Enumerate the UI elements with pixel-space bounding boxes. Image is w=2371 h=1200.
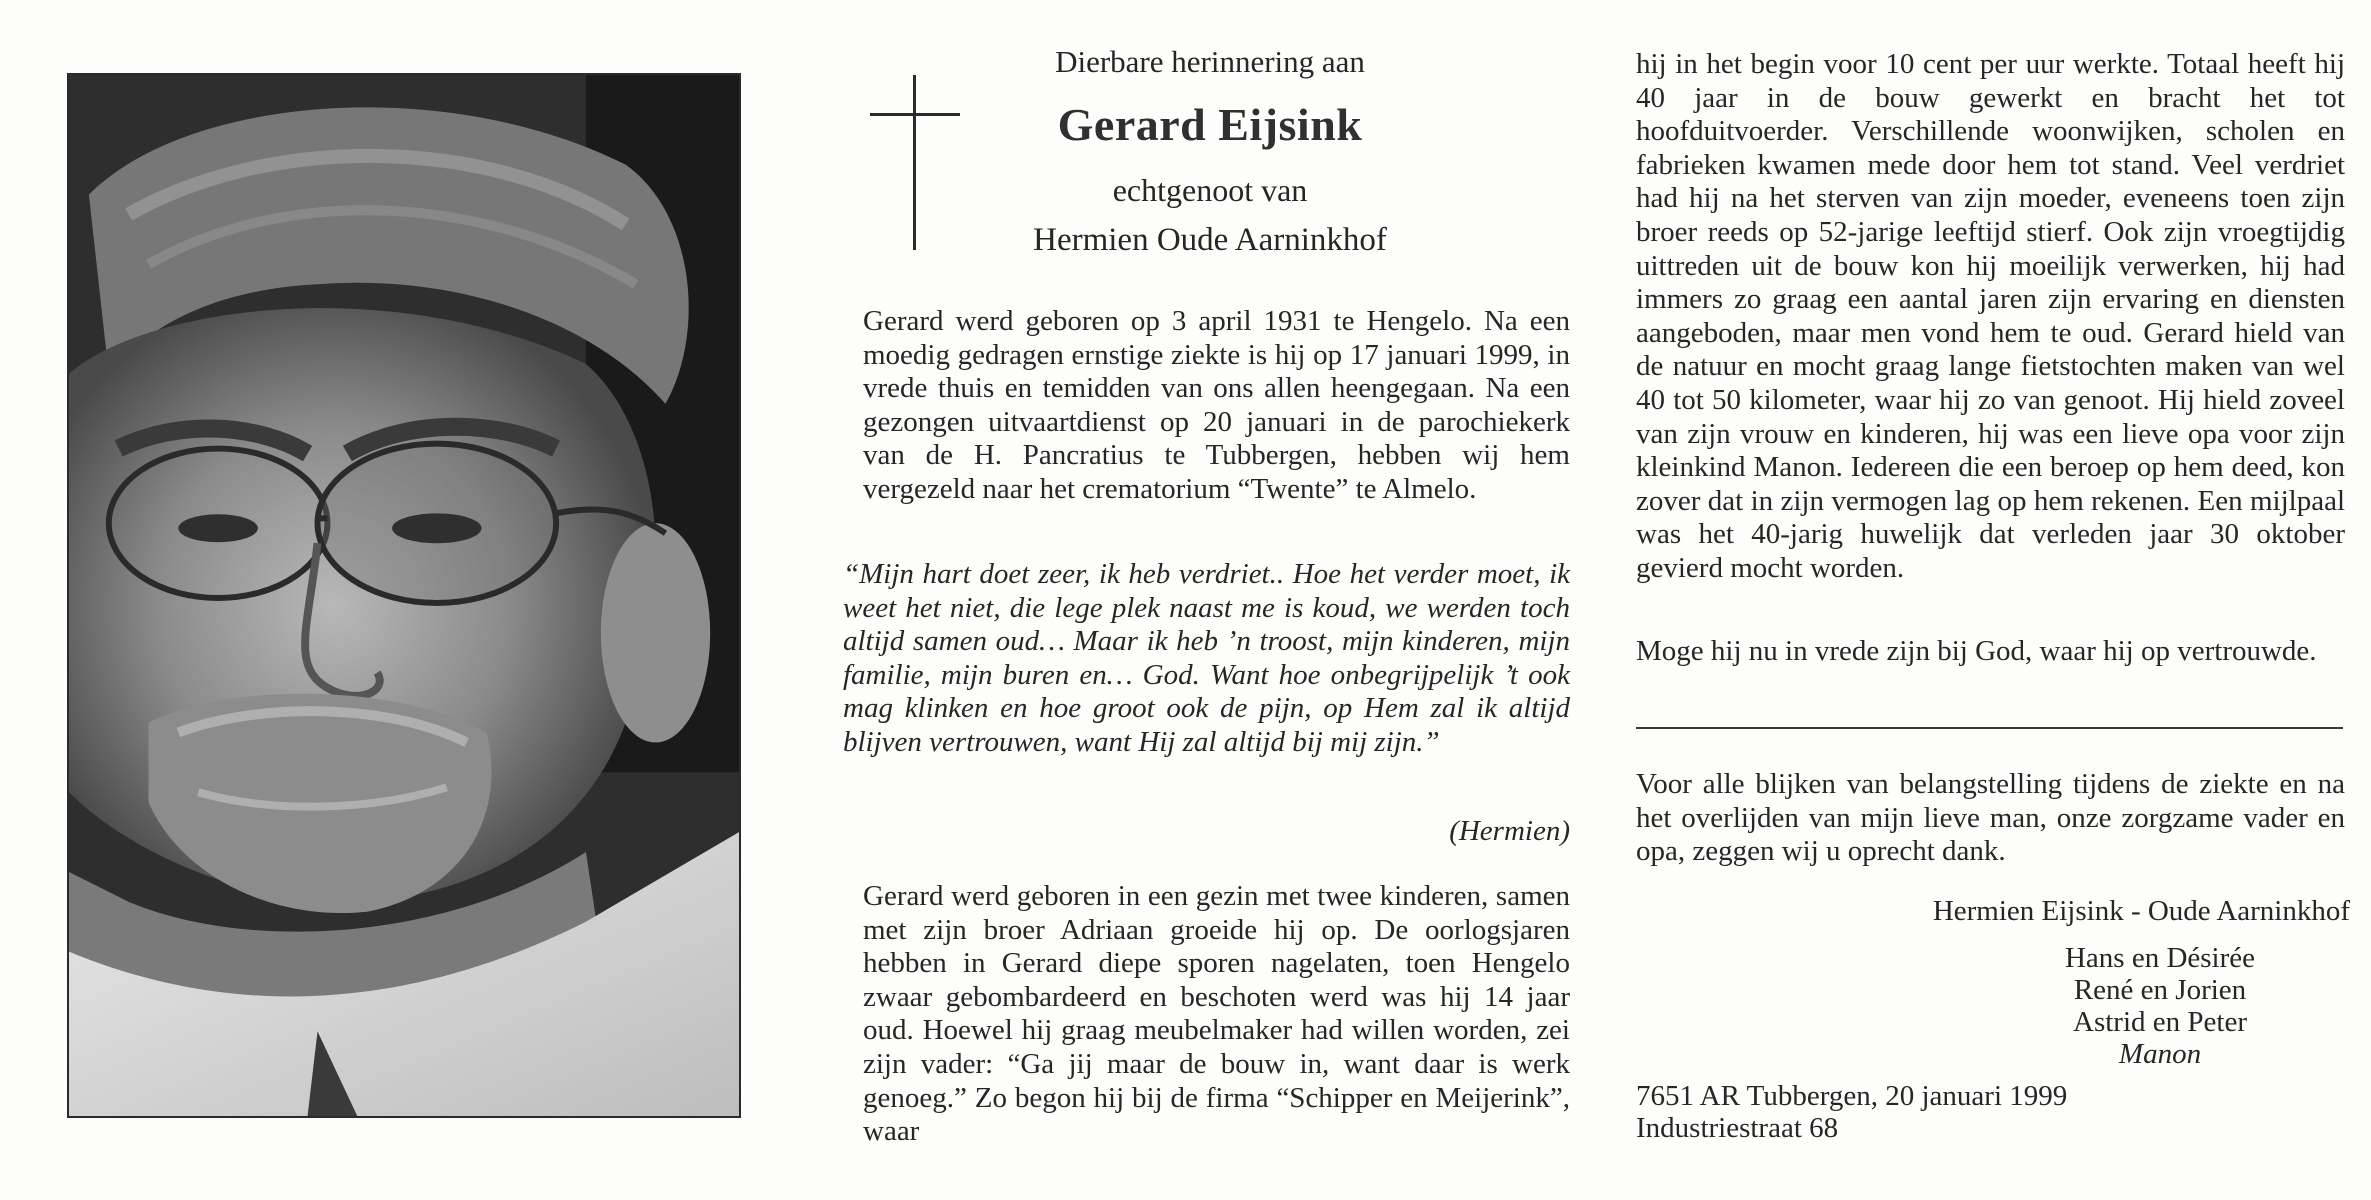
child-family: Astrid en Peter: [2073, 1006, 2247, 1038]
poem-signature: (Hermien): [1449, 815, 1570, 847]
divider-line: [1636, 727, 2343, 729]
children-list: [2035, 942, 2285, 1070]
deceased-name: Gerard Eijsink: [1057, 99, 1363, 150]
spouse-name: Hermien Oude Aarninkhof: [1033, 222, 1387, 258]
poem-text: “Mijn hart doet zeer, ik heb verdriet.. Hoe het verder moet, ik weet het niet, die lege plek naast me is koud, we werden toch altijd samen oud… Maar ik heb ’n troost, mijn kinderen, mijn familie, mijn buren en… God. Want hoe onbegrijpelijk ’t ook mag klinken en hoe groot ook de pijn, op Hem zal ik altijd blijven vertrouwen, want Hij zal altijd bij mij zijn.”: [843, 558, 1570, 758]
portrait-photo: [67, 73, 741, 1118]
relation-label: echtgenoot van: [1112, 172, 1308, 208]
child-family: Hans en Désirée: [2064, 942, 2256, 974]
life-paragraph-continued: hij in het begin voor 10 cent per uur werkte. Totaal heeft hij 40 jaar in de bouw gewerkt en bracht het tot hoofduitvoerder. Verschillende woonwijken, scholen en fabrieken kwamen mede door hem tot stand. Veel verdriet had hij na het sterven van zijn moeder, eveneens toen zijn broer reeds op 52-jarige leeftijd stierf. Ook zijn vroegtijdig uittreden uit de bouw kon hij moeilijk verwerken, hij had immers zo graag een aantal jaren zijn ervaring en diensten aangeboden, maar men vond hem te oud. Gerard hield van de natuur en mocht graag lange fietstochten maken van wel 40 tot 50 kilometer, waar hij zo van genoot. Hij hield zoveel van zijn vrouw en kinderen, hij was een lieve opa voor zijn kleinkind Manon. Iedereen die een beroep op hem deed, kon zover dat in zijn vermogen lag op hem rekenen. Een mijlpaal was het 40-jarig huwelijk dat verleden jaar 30 oktober gevierd mocht worden.: [1636, 48, 2345, 584]
birth-paragraph: Gerard werd geboren op 3 april 1931 te Hengelo. Na een moedig gedragen ernstige ziekte is hij op 17 januari 1999, in vrede thuis en temidden van ons allen heengegaan. Na een gezongen uitvaartdienst op 20 januari in de parochiekerk van de H. Pancratius te Tubbergen, hebben wij hem vergezeld naar het crematorium “Twente” te Almelo.: [863, 305, 1570, 505]
address-line: Industriestraat 68: [1636, 1112, 1839, 1144]
prayer-text: Moge hij nu in vrede zijn bij God, waar hij op vertrouwde.: [1636, 635, 2317, 667]
life-paragraph-start: Gerard werd geboren in een gezin met twee kinderen, samen met zijn broer Adriaan groeide hij op. De oorlogsjaren hebben in Gerard diepe sporen nagelaten, toen Hengelo zwaar gebombardeerd en beschoten werd was hij 14 jaar oud. Hoewel hij graag meubelmaker had willen worden, zei zijn vader: “Ga jij maar de bouw in, want daar is werk genoeg.” Zo begon hij bij de firma “Schipper en Meijerink”, waar: [863, 880, 1570, 1148]
header-intro: Dierbare herinnering aan: [1055, 44, 1365, 79]
widow-signature: Hermien Eijsink - Oude Aarninkhof: [1932, 895, 2350, 927]
grandchild-name: Manon: [2118, 1038, 2202, 1070]
portrait-illustration: [69, 75, 739, 1116]
address-line: 7651 AR Tubbergen, 20 januari 1999: [1636, 1080, 2068, 1112]
thanks-text: Voor alle blijken van belangstelling tijdens de ziekte en na het overlijden van mijn lieve man, onze zorgzame vader en opa, zeggen wij u oprecht dank.: [1636, 768, 2345, 868]
child-family: René en Jorien: [2073, 974, 2247, 1006]
address-block: [1636, 1080, 2236, 1144]
